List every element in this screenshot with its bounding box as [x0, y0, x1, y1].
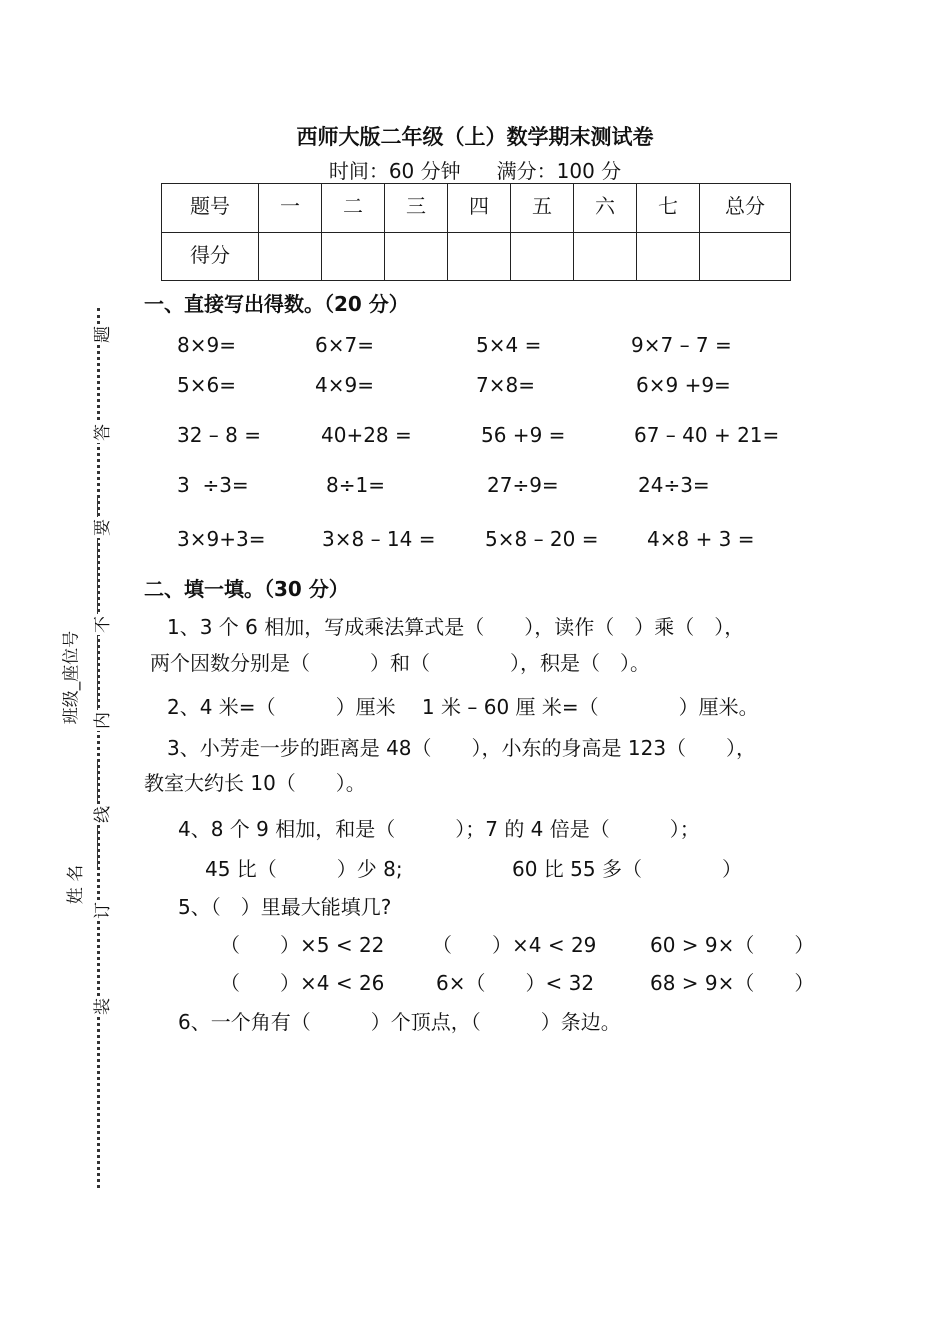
margin-word-yao: 要 — [88, 517, 113, 538]
arith-item: 5×4 = — [476, 333, 542, 357]
score-cell[interactable] — [259, 232, 322, 281]
score-table — [161, 183, 791, 281]
table-header-cell: 四 — [448, 184, 511, 233]
table-header-cell: 总分 — [700, 184, 791, 233]
score-table-header-row — [162, 184, 791, 233]
margin-word-nei: 内 — [88, 710, 113, 731]
table-header-cell: 二 — [322, 184, 385, 233]
table-header-cell: 六 — [574, 184, 637, 233]
question-6: 6、一个角有（ ）个顶点，（ ）条边。 — [178, 1010, 621, 1034]
question-5: 5、（ ）里最大能填几? — [178, 895, 392, 919]
name-label: 姓 名 — [61, 863, 86, 906]
arith-item: 8×9= — [177, 333, 236, 357]
score-table-score-row — [162, 232, 791, 281]
table-header-cell: 题号 — [162, 184, 259, 233]
margin-word-zhuang: 装 — [88, 996, 113, 1017]
margin-word-xian: 线 — [88, 804, 113, 825]
exam-title: 西师大版二年级（上）数学期末测试卷 — [296, 125, 654, 149]
fill-item: 68 > 9×（ ） — [650, 971, 815, 995]
score-cell[interactable] — [511, 232, 574, 281]
question-3-line2: 教室大约长 10（ ）。 — [144, 771, 366, 795]
margin-word-ding: 订 — [88, 900, 113, 921]
arith-item: 4×8 + 3 = — [647, 527, 755, 551]
table-header-cell: 七 — [637, 184, 700, 233]
arith-item: 8÷1= — [326, 473, 385, 497]
table-header-cell: 三 — [385, 184, 448, 233]
score-row-label: 得分 — [162, 232, 259, 281]
margin-word-ti: 题 — [88, 324, 113, 345]
arith-item: 56 +9 = — [481, 423, 566, 447]
arith-item: 3 ÷3= — [177, 473, 249, 497]
arith-item: 3×8 – 14 = — [322, 527, 436, 551]
question-1-line1: 1、3 个 6 相加，写成乘法算式是（ ），读作（ ）乘（ ）， — [167, 615, 745, 639]
arith-item: 24÷3= — [638, 473, 710, 497]
arith-item: 4×9= — [315, 373, 374, 397]
arith-item: 67 – 40 + 21= — [634, 423, 780, 447]
arith-item: 5×8 – 20 = — [485, 527, 599, 551]
score-cell[interactable] — [700, 232, 791, 281]
question-4-line1: 4、8 个 9 相加，和是（ ）；7 的 4 倍是（ ）； — [178, 817, 700, 841]
arith-item: 9×7 – 7 = — [631, 333, 732, 357]
question-4-part-b: 60 比 55 多（ ） — [512, 857, 742, 881]
score-cell[interactable] — [322, 232, 385, 281]
margin-word-da: 答 — [88, 422, 113, 443]
fill-item: （ ）×4 < 26 — [220, 971, 385, 995]
table-header-cell: 五 — [511, 184, 574, 233]
margin-word-bu: 不 — [88, 614, 113, 635]
arith-item: 3×9+3= — [177, 527, 266, 551]
arith-item: 40+28 = — [321, 423, 412, 447]
exam-subtitle — [0, 155, 950, 184]
score-cell[interactable] — [448, 232, 511, 281]
question-2: 2、4 米=（ ）厘米 1 米 – 60 厘 米=（ ）厘米。 — [167, 695, 759, 719]
arith-item: 32 – 8 = — [177, 423, 262, 447]
score-cell[interactable] — [385, 232, 448, 281]
arith-item: 27÷9= — [487, 473, 559, 497]
section1-heading: 一、直接写出得数。（20 分） — [144, 292, 409, 316]
question-1-line2: 两个因数分别是（ ）和（ ），积是（ ）。 — [150, 651, 650, 675]
section2-heading: 二、填一填。（30 分） — [144, 577, 349, 601]
arith-item: 6×7= — [315, 333, 374, 357]
fill-item: 60 > 9×（ ） — [650, 933, 815, 957]
fill-item: （ ）×4 < 29 — [432, 933, 597, 957]
full-score-label: 满分：100 分 — [496, 159, 622, 183]
table-header-cell: 一 — [259, 184, 322, 233]
fill-item: 6×（ ）< 32 — [436, 971, 595, 995]
arith-item: 6×9 +9= — [636, 373, 731, 397]
time-label: 时间：60 分钟 — [328, 159, 461, 183]
class-seat-label: 班级_座位号 — [56, 629, 81, 727]
fill-item: （ ）×5 < 22 — [220, 933, 385, 957]
question-3-line1: 3、小芳走一步的距离是 48（ ），小东的身高是 123（ ）， — [167, 736, 757, 760]
question-4-part-a: 45 比（ ）少 8; — [205, 857, 403, 881]
score-cell[interactable] — [574, 232, 637, 281]
arith-item: 7×8= — [476, 373, 535, 397]
arith-item: 5×6= — [177, 373, 236, 397]
score-cell[interactable] — [637, 232, 700, 281]
